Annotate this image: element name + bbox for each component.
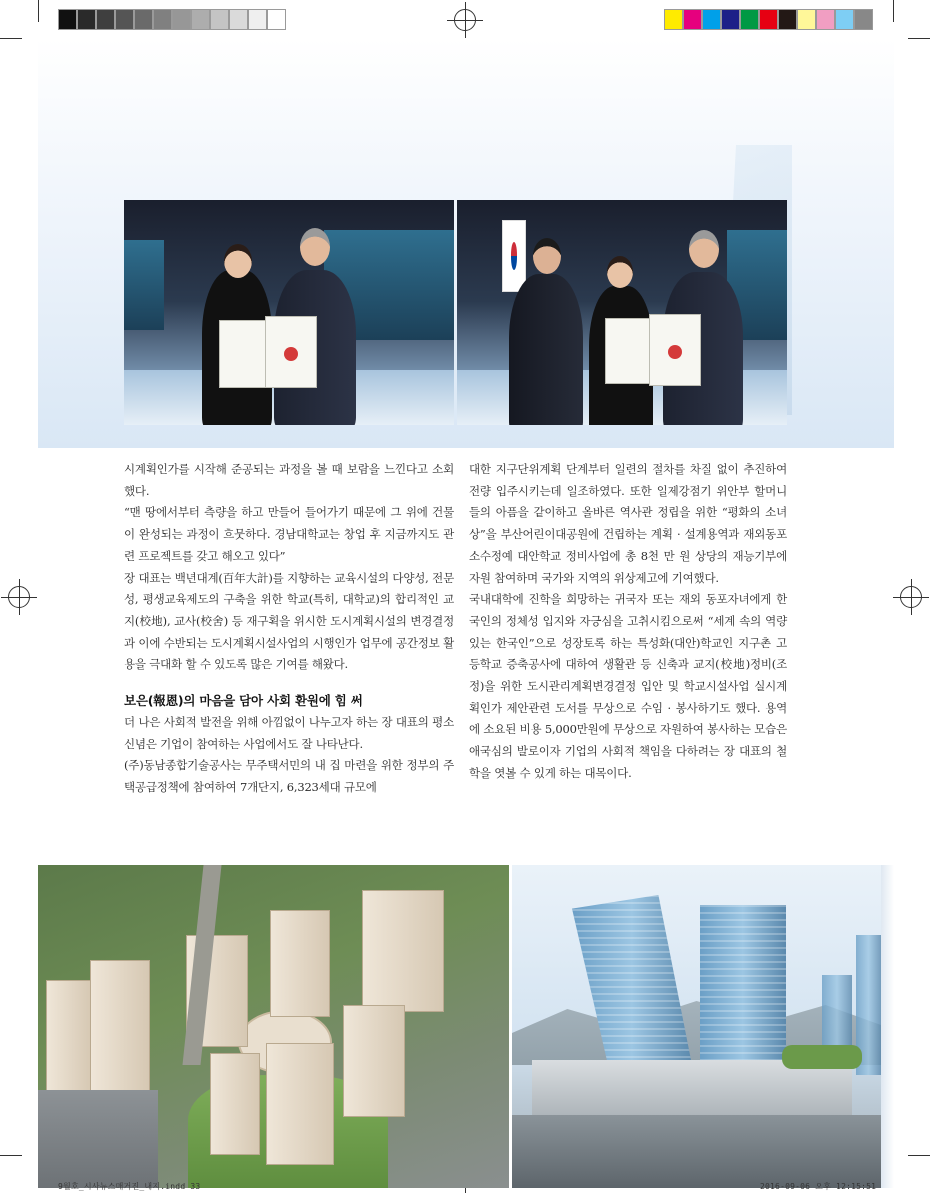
calibration-swatch	[210, 9, 229, 30]
calibration-swatch	[172, 9, 191, 30]
crop-mark	[893, 0, 894, 22]
paragraph: “맨 땅에서부터 측량을 하고 만들어 들어가기 때문에 그 위에 건물이 완성되는 과정이 흐뭇하다. 경남대학교는 창업 후 지금까지도 관련 프로젝트를 갖고 해오고 있다”	[124, 505, 454, 563]
calibration-swatch	[797, 9, 816, 30]
crop-mark	[0, 38, 22, 39]
calibration-swatch	[96, 9, 115, 30]
paragraph: 더 나은 사회적 발전을 위해 아낌없이 나누고자 하는 장 대표의 평소 신념은 기업이 참여하는 사업에서도 잘 나타난다.	[124, 715, 454, 751]
calibration-swatch	[134, 9, 153, 30]
street-level	[512, 1115, 881, 1188]
award-photo-trio	[457, 200, 787, 425]
file-slug: 9월호_시사뉴스매거진_내지.indd 33	[58, 1182, 201, 1191]
calibration-swatch	[267, 9, 286, 30]
man-head	[300, 228, 330, 266]
calibration-swatch	[702, 9, 721, 30]
apartment-building	[266, 1043, 334, 1165]
calibration-swatch	[153, 9, 172, 30]
woman-head	[224, 244, 252, 278]
calibration-swatch	[683, 9, 702, 30]
calibration-swatch	[835, 9, 854, 30]
timestamp-slug: 2016-09-06 오후 12:15:51	[760, 1182, 877, 1191]
calibration-swatch	[248, 9, 267, 30]
apartment-complex-render	[38, 865, 509, 1188]
rectangular-tower	[700, 905, 786, 1085]
section-heading: 보은(報恩)의 마음을 담아 사회 환원에 힘 써	[124, 693, 363, 709]
calibration-swatch	[759, 9, 778, 30]
calibration-swatch	[854, 9, 873, 30]
certificate	[219, 320, 267, 388]
man-head	[533, 238, 561, 274]
gray-calibration-bar	[58, 9, 286, 30]
calibration-swatch	[191, 9, 210, 30]
stage-screen	[124, 240, 164, 330]
article-right-column	[469, 459, 787, 785]
registration-mark-right	[900, 586, 922, 608]
calibration-swatch	[115, 9, 134, 30]
paragraph: 국내대학에 진학을 희망하는 귀국자 또는 재외 동포자녀에게 한국인의 정체성 입지와 자긍심을 고취시킴으로써 “세계 속의 역량 있는 한국인”으로 성장토록 하는 특성화(대안)학교인 지구촌 고등학교 증축공사에 대하여 생활관 등 신축과 교지(校地)정비(조정)을 위한 도시관리계획변경결정 입안 및 학교시설사업 실시계획인가 제안관련 도서를 무상으로 수임 · 봉사하기도 했다. 용역에 소요된 비용 5,000만원에 무상으로 자원하여 봉사하는 모습은 애국심의 발로이자 기업의 사회적 책임을 다하려는 장 대표의 철학을 엿볼 수 있게 하는 대목이다.	[469, 592, 787, 780]
man-head	[689, 230, 719, 268]
crop-mark	[908, 1155, 930, 1156]
calibration-swatch	[58, 9, 77, 30]
apartment-building	[46, 980, 92, 1092]
registration-mark-top	[454, 9, 476, 31]
color-calibration-bar	[664, 9, 873, 30]
paragraph: 시계획인가를 시작해 준공되는 과정을 볼 때 보람을 느낀다고 소회했다.	[124, 462, 454, 498]
crop-mark	[38, 0, 39, 22]
woman-head	[607, 256, 633, 288]
apartment-building	[270, 910, 330, 1017]
calibration-swatch	[77, 9, 96, 30]
apartment-building	[90, 960, 150, 1092]
calibration-swatch	[740, 9, 759, 30]
seal-icon	[284, 347, 298, 361]
paragraph: (주)동남종합기술공사는 무주택서민의 내 집 마련을 위한 정부의 주택공급정책에 참여하여 7개단지, 6,323세대 규모에	[124, 758, 454, 795]
calibration-swatch	[778, 9, 797, 30]
award-photo-pair	[124, 200, 454, 425]
city-block	[38, 1090, 158, 1188]
paragraph: 대한 지구단위계획 단계부터 일련의 절차를 차질 없이 추진하여 전량 입주시키는데 일조하였다. 또한 일제강점기 위안부 할머니들의 아픔을 같이하고 올바른 역사관 정립을 위한 “평화의 소녀상”을 부산어린이대공원에 건립하는 계획 · 설계용역과 재외동포 소수정예 대안학교 정비사업에 총 8천 만 원 상당의 재능기부에 자원 참여하며 국가와 지역의 위상제고에 기여했다.	[469, 462, 787, 585]
high-rise-tower-render	[512, 865, 881, 1188]
article-left-column	[124, 459, 454, 799]
man-figure	[509, 274, 583, 425]
certificate	[605, 318, 651, 384]
apartment-building	[210, 1053, 260, 1155]
calibration-swatch	[229, 9, 248, 30]
calibration-swatch	[816, 9, 835, 30]
certificate	[265, 316, 317, 388]
crop-mark	[908, 38, 930, 39]
certificate	[649, 314, 701, 386]
crop-mark	[0, 1155, 22, 1156]
calibration-swatch	[664, 9, 683, 30]
apartment-building	[362, 890, 444, 1012]
calibration-swatch	[721, 9, 740, 30]
paragraph: 장 대표는 백년대계(百年大計)를 지향하는 교육시설의 다양성, 전문성, 평생교육제도의 구축을 위한 학교(특히, 대학교)의 합리적인 교지(校地), 교사(校舍) 등 재구획을 위시한 도시계획시설의 변경결정과 이에 수반되는 도시계획시설사업의 시행인가 업무에 공간정보 활용을 극대화 할 수 있도록 많은 기여를 해왔다.	[124, 570, 454, 672]
page-edge-fade	[881, 865, 894, 1188]
seal-icon	[668, 345, 682, 359]
apartment-building	[343, 1005, 405, 1117]
korean-flag-icon	[502, 220, 526, 292]
rooftop-garden	[782, 1045, 862, 1069]
registration-mark-left	[8, 586, 30, 608]
